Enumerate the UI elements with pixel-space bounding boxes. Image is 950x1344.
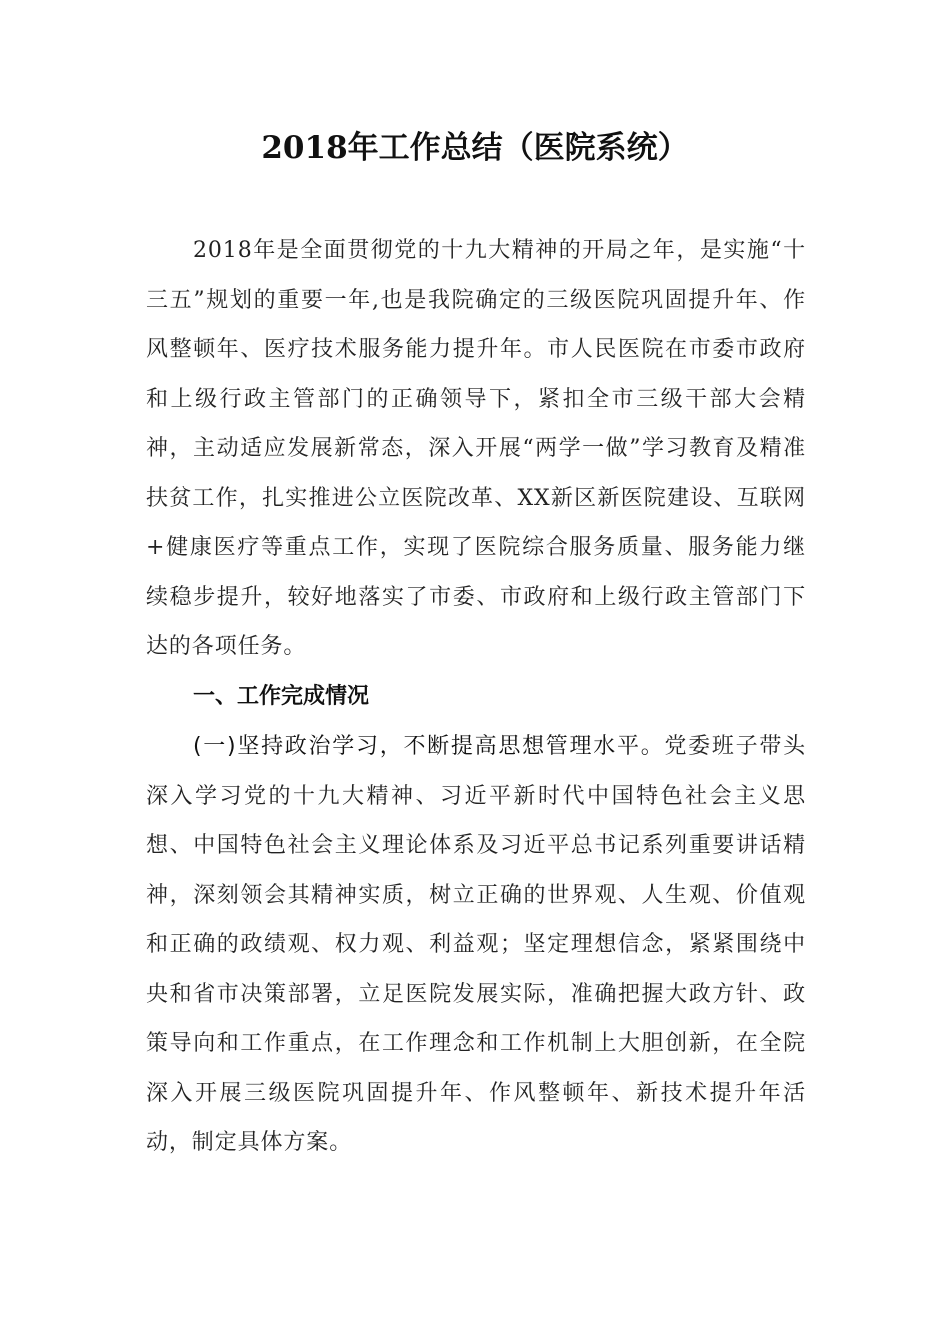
section-heading: 一、工作完成情况	[193, 684, 370, 709]
document-title: 2018年工作总结（医院系统）	[261, 130, 689, 166]
subsection-text: 党委班子带头深入学习党的十九大精神、习近平新时代中国特色社会主义思想、中国特色社会主义理论体系及习近平总书记系列重要讲话精神，深刻领会其精神实质，树立正确的世界观、人生观、价值观和正确的政绩观、权力观、利益观；坚定理想信念，紧紧围绕中央和省市决策部署，立足医院发展实际，准确把握大政方针、政策导向和工作重点，在工作理念和工作机制上大胆创新，在全院深入开展三级医院巩固提升年、作风整顿年、新技术提升年活动，制定具体方案。	[146, 734, 806, 1155]
intro-paragraph: 2018年是全面贯彻党的十九大精神的开局之年，是实施“十三五”规划的重要一年,也是我院确定的三级医院巩固提升年、作风整顿年、医疗技术服务能力提升年。市人民医院在市委市政府和上级行政主管部门的正确领导下，紧扣全市三级干部大会精神，主动适应发展新常态，深入开展“两学一做”学习教育及精准扶贫工作，扎实推进公立医院改革、XX新区新医院建设、互联网+健康医疗等重点工作，实现了医院综合服务质量、服务能力继续稳步提升，较好地落实了市委、市政府和上级行政主管部门下达的各项任务。	[146, 238, 806, 659]
subsection-paragraph	[146, 722, 806, 1168]
subsection-lead: (一)坚持政治学习，不断提高思想管理水平。	[193, 734, 665, 759]
